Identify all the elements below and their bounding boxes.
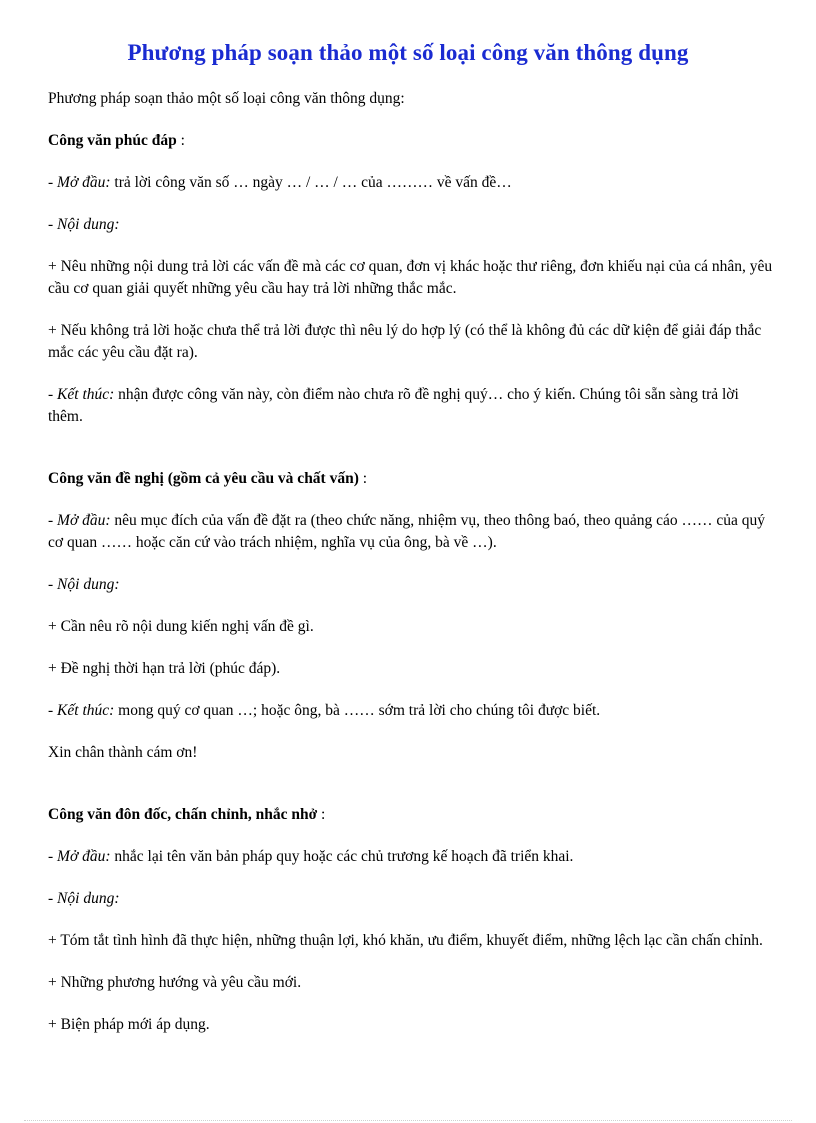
noi-dung-paragraph: - Nội dung: (48, 890, 120, 907)
content-item: + Những phương hướng và yêu cầu mới. (48, 974, 302, 991)
mo-dau-text: trả lời công văn số … ngày … / … / … của ……… về vấn đề… (110, 174, 512, 191)
ket-thuc-paragraph: - Kết thúc: nhận được công văn này, còn điểm nào chưa rõ đề nghị quý… cho ý kiến. Chúng tôi sẵn sàng trả lời thêm. (48, 386, 739, 425)
content-item: + Cần nêu rõ nội dung kiến nghị vấn đề gì. (48, 618, 314, 635)
content-item: + Biện pháp mới áp dụng. (48, 1016, 210, 1033)
section-heading-text: Công văn đề nghị (gồm cả yêu cầu và chất vấn) (48, 470, 359, 487)
ket-thuc-paragraph: - Kết thúc: mong quý cơ quan …; hoặc ông, bà …… sớm trả lời cho chúng tôi được biết. (48, 702, 601, 719)
section-heading-text: Công văn đôn đốc, chấn chỉnh, nhắc nhở (48, 806, 318, 823)
heading-colon: : (180, 132, 185, 149)
ket-thuc-label: Kết thúc: (57, 386, 115, 403)
noi-dung-label: Nội dung: (57, 216, 120, 233)
section-heading-don-doc (48, 804, 776, 826)
mo-dau-label: Mở đầu: (57, 174, 111, 191)
mo-dau-text: nêu mục đích của vấn đề đặt ra (theo chức năng, nhiệm vụ, theo thông baó, theo quảng cáo …… của quý cơ quan …… hoặc căn cứ vào trách nhiệm, nghĩa vụ của ông, bà về …). (48, 512, 765, 551)
mo-dau-paragraph: - Mở đầu: nêu mục đích của vấn đề đặt ra (theo chức năng, nhiệm vụ, theo thông baó, theo quảng cáo …… của quý cơ quan …… hoặc căn cứ vào trách nhiệm, nghĩa vụ của ông, bà về …). (48, 512, 765, 551)
mo-dau-label: Mở đầu: (57, 512, 111, 529)
mo-dau-paragraph: - Mở đầu: nhắc lại tên văn bản pháp quy hoặc các chủ trương kế hoạch đã triển khai. (48, 848, 574, 865)
page-divider (24, 1120, 792, 1121)
heading-colon: : (362, 470, 368, 487)
noi-dung-label: Nội dung: (57, 890, 120, 907)
section-heading-text: Công văn phúc đáp (48, 132, 177, 149)
mo-dau-text: nhắc lại tên văn bản pháp quy hoặc các chủ trương kế hoạch đã triển khai. (110, 848, 574, 865)
noi-dung-paragraph: - Nội dung: (48, 216, 120, 233)
content-item: + Đề nghị thời hạn trả lời (phúc đáp). (48, 660, 281, 677)
mo-dau-paragraph: - Mở đầu: trả lời công văn số … ngày … / … / … của ……… về vấn đề… (48, 174, 512, 191)
ket-thuc-label: Kết thúc: (57, 702, 115, 719)
content-item: + Tóm tắt tình hình đã thực hiện, những thuận lợi, khó khăn, ưu điểm, khuyết điểm, những lệch lạc cần chấn chỉnh. (48, 932, 763, 949)
document-title: Phương pháp soạn thảo một số loại công văn thông dụng (127, 40, 689, 65)
content-item: + Nêu những nội dung trả lời các vấn đề mà các cơ quan, đơn vị khác hoặc thư riêng, đơn khiếu nại của cá nhân, yêu cầu cơ quan giải quyết những yêu cầu hay trả lời những thắc mắc. (48, 258, 773, 297)
intro-line: Phương pháp soạn thảo một số loại công văn thông dụng: (48, 90, 405, 107)
content-item: + Nếu không trả lời hoặc chưa thể trả lời được thì nêu lý do hợp lý (có thể là không đủ các dữ kiện để giải đáp thắc mắc các yêu cầu đặt ra). (48, 322, 762, 361)
closing-line: Xin chân thành cám ơn! (48, 744, 198, 761)
mo-dau-label: Mở đầu: (57, 848, 111, 865)
document-body (48, 88, 776, 1056)
ket-thuc-text: mong quý cơ quan …; hoặc ông, bà …… sớm trả lời cho chúng tôi được biết. (114, 702, 601, 719)
section-heading-de-nghi (48, 468, 776, 490)
ket-thuc-text: nhận được công văn này, còn điểm nào chưa rõ đề nghị quý… cho ý kiến. Chúng tôi sẵn sàng trả lời thêm. (48, 386, 739, 425)
section-heading-phuc-dap (48, 130, 776, 152)
noi-dung-paragraph: - Nội dung: (48, 576, 120, 593)
heading-colon: : (321, 806, 326, 823)
noi-dung-label: Nội dung: (57, 576, 120, 593)
